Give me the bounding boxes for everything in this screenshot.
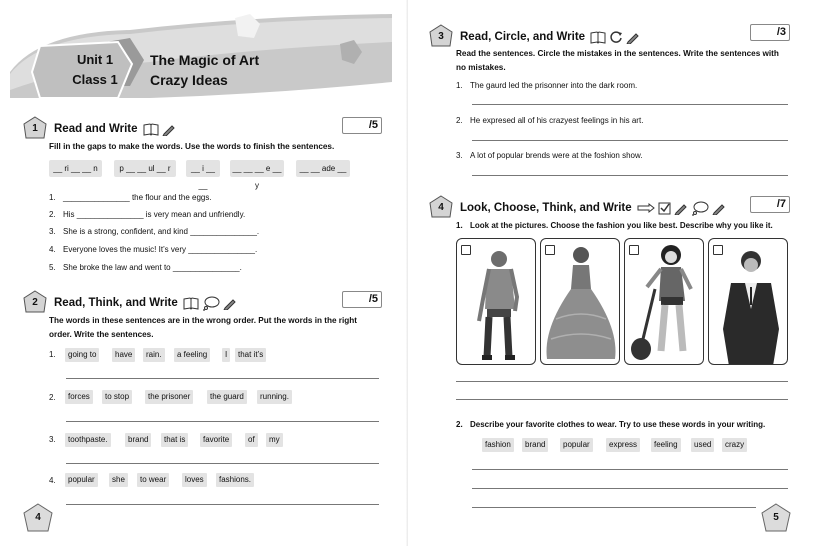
- word-chip: brand: [522, 438, 548, 452]
- word-chip: crazy: [722, 438, 747, 452]
- word-chip: rain.: [143, 348, 165, 362]
- unit-number: Unit 1: [76, 52, 114, 67]
- instruction-line: order. Write the sentences.: [49, 330, 154, 339]
- item-text: _______________ the flour and the eggs.: [63, 193, 212, 202]
- instruction-line: no mistakes.: [456, 63, 506, 72]
- item-number: 2.: [49, 393, 56, 402]
- item-text: She is a strong, confident, and kind _______________.: [63, 227, 260, 236]
- item-text: Describe your favorite clothes to wear. Try to use these words in your writing.: [470, 420, 766, 429]
- thought-bubble-icon: [202, 296, 220, 311]
- left-page: [0, 0, 406, 546]
- unit-label: [54, 50, 136, 90]
- word-chip: favorite: [200, 433, 232, 447]
- pencil-icon: [674, 202, 688, 215]
- page-number: 5: [773, 512, 779, 523]
- word-chip: the guard: [207, 390, 247, 404]
- word-chip: used: [691, 438, 714, 452]
- instruction-line: The words in these sentences are in the wrong order. Put the words in the right: [49, 316, 357, 325]
- unit-banner: [10, 12, 392, 104]
- item-number: 5.: [49, 263, 56, 272]
- circle-arrow-icon: [609, 30, 623, 44]
- fill-in-item[interactable]: [49, 244, 257, 255]
- word-box: __ __ ade __: [296, 160, 350, 177]
- item-number: 2.: [456, 116, 463, 125]
- item-number: 3.: [49, 435, 56, 444]
- correction-item: [456, 80, 637, 91]
- skill-icons: [590, 30, 640, 44]
- answer-line[interactable]: [66, 463, 379, 464]
- class-number: Class 1: [72, 72, 118, 87]
- word-chip: the prisoner: [145, 390, 193, 404]
- section-number: 1: [32, 123, 38, 134]
- section-2-instruction: [49, 314, 399, 342]
- item-number: 4.: [49, 245, 56, 254]
- skill-icons: [637, 201, 726, 216]
- item-text: She broke the law and went to _______________.: [63, 263, 242, 272]
- word-chip: toothpaste.: [65, 433, 111, 447]
- word-chip: that is: [161, 433, 188, 447]
- pencil-icon: [223, 297, 237, 310]
- choice-checkbox[interactable]: [629, 245, 639, 255]
- word-chip: brand: [125, 433, 151, 447]
- pencil-icon: [712, 202, 726, 215]
- item-text: A lot of popular brends were at the foshion show.: [470, 151, 643, 160]
- section-number-badge: [22, 290, 48, 316]
- word-chip: I: [222, 348, 230, 362]
- item-text: He expresed all of his crazyest feelings in his art.: [470, 116, 644, 125]
- section-1-header: [22, 116, 176, 142]
- section-1-instruction: Fill in the gaps to make the words. Use the words to finish the sentences.: [49, 142, 335, 151]
- word-chip: my: [266, 433, 283, 447]
- answer-line[interactable]: [472, 507, 756, 508]
- item-text: His _______________ is very mean and unfriendly.: [63, 210, 246, 219]
- fill-in-item[interactable]: [49, 262, 242, 273]
- word-chip: fashions.: [216, 473, 254, 487]
- word-box: __ __ __ e __ y: [230, 160, 284, 177]
- question-1: [456, 220, 773, 231]
- item-text: Look at the pictures. Choose the fashion you like best. Describe why you like it.: [470, 221, 773, 230]
- girl-casual-photo[interactable]: [456, 238, 536, 365]
- word-chip: that it’s: [235, 348, 266, 362]
- answer-line[interactable]: [472, 104, 788, 105]
- woman-gown-photo[interactable]: [540, 238, 620, 365]
- word-chip: popular: [560, 438, 593, 452]
- book-icon: [590, 31, 606, 44]
- checkbox-icon: [658, 202, 671, 215]
- score-box[interactable]: /3: [750, 24, 790, 41]
- word-chip: loves: [182, 473, 207, 487]
- pencil-icon: [162, 123, 176, 136]
- pointing-hand-icon: [637, 202, 655, 214]
- section-title: Look, Choose, Think, and Write: [460, 202, 632, 214]
- question-2: [456, 419, 765, 430]
- section-3-instruction: [456, 47, 806, 75]
- score-box[interactable]: /5: [342, 117, 382, 134]
- word-box: p __ __ ul __ r: [114, 160, 176, 177]
- item-number: 1.: [49, 193, 56, 202]
- unit-title-main: The Magic of Art: [150, 52, 260, 68]
- thought-bubble-icon: [691, 201, 709, 216]
- item-number: 1.: [49, 350, 56, 359]
- word-chip: fashion: [482, 438, 514, 452]
- answer-line[interactable]: [66, 421, 379, 422]
- item-text: Everyone loves the music! It’s very _______________.: [63, 245, 258, 254]
- page-number: 4: [35, 512, 41, 523]
- word-chip: she: [109, 473, 128, 487]
- skill-icons: [143, 123, 176, 136]
- item-number: 2.: [456, 420, 463, 429]
- section-title: Read, Circle, and Write: [460, 31, 586, 43]
- answer-line[interactable]: [472, 488, 788, 489]
- unit-title: [150, 50, 259, 90]
- fill-in-item[interactable]: [49, 226, 259, 237]
- word-chip: to wear: [137, 473, 169, 487]
- correction-item: [456, 115, 643, 126]
- guitarist-photo[interactable]: [624, 238, 704, 365]
- choice-checkbox[interactable]: [545, 245, 555, 255]
- item-number: 3.: [49, 227, 56, 236]
- answer-line[interactable]: [472, 140, 788, 141]
- section-title: Read, Think, and Write: [54, 297, 178, 309]
- page-number-badge: [22, 503, 54, 533]
- answer-line[interactable]: [66, 504, 379, 505]
- word-chip: of: [245, 433, 258, 447]
- right-page: [408, 0, 813, 546]
- section-number-badge: [428, 24, 454, 50]
- answer-line[interactable]: [456, 381, 788, 382]
- word-chip: have: [112, 348, 135, 362]
- word-chip: going to: [65, 348, 99, 362]
- item-number: 2.: [49, 210, 56, 219]
- book-icon: [143, 123, 159, 136]
- unit-title-sub: Crazy Ideas: [150, 72, 228, 88]
- book-icon: [183, 297, 199, 310]
- item-number: 3.: [456, 151, 463, 160]
- answer-line[interactable]: [456, 399, 788, 400]
- page-number-badge: [760, 503, 792, 533]
- word-chip: forces: [65, 390, 93, 404]
- word-chip: to stop: [102, 390, 132, 404]
- item-number: 1.: [456, 81, 463, 90]
- section-number: 4: [438, 202, 444, 213]
- word-box: __ ri __ __ n: [49, 160, 102, 177]
- item-number: 4.: [49, 476, 56, 485]
- section-number: 2: [32, 297, 38, 308]
- section-number: 3: [438, 31, 444, 42]
- word-chip: running.: [257, 390, 292, 404]
- section-4-header: [428, 195, 726, 221]
- choice-checkbox[interactable]: [713, 245, 723, 255]
- word-chip: express: [606, 438, 640, 452]
- man-suit-photo[interactable]: [708, 238, 788, 365]
- score-box[interactable]: /5: [342, 291, 382, 308]
- pencil-icon: [626, 31, 640, 44]
- section-number-badge: [428, 195, 454, 221]
- skill-icons: [183, 296, 237, 311]
- word-chip: feeling: [651, 438, 681, 452]
- item-text: The gaurd led the prisonner into the dark room.: [470, 81, 638, 90]
- word-chip: a feeling: [174, 348, 210, 362]
- section-title: Read and Write: [54, 123, 138, 135]
- score-box[interactable]: /7: [750, 196, 790, 213]
- fill-in-item[interactable]: [49, 192, 212, 203]
- section-2-header: [22, 290, 237, 316]
- answer-line[interactable]: [66, 378, 379, 379]
- correction-item: [456, 150, 643, 161]
- item-number: 1.: [456, 221, 463, 230]
- fill-in-item[interactable]: [49, 209, 245, 220]
- word-chip: popular: [65, 473, 98, 487]
- answer-line[interactable]: [472, 469, 788, 470]
- choice-checkbox[interactable]: [461, 245, 471, 255]
- answer-line[interactable]: [472, 175, 788, 176]
- section-number-badge: [22, 116, 48, 142]
- word-box: __ i __ __: [186, 160, 220, 177]
- instruction-line: Read the sentences. Circle the mistakes in the sentences. Write the sentences with: [456, 49, 779, 58]
